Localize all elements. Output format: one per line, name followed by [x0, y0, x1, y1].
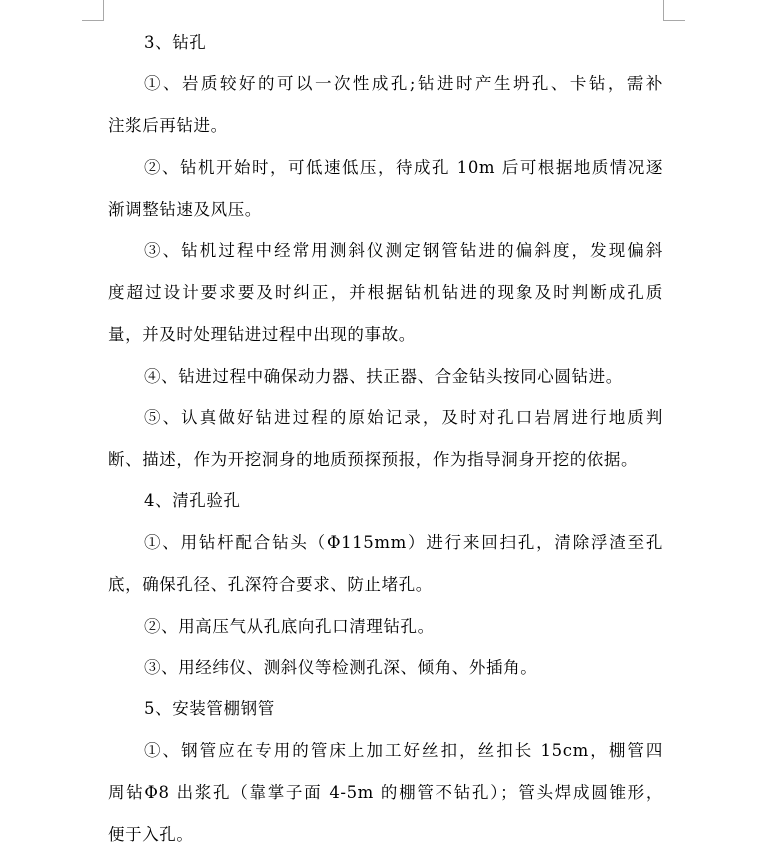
paragraph-line: ①、钢管应在专用的管床上加工好丝扣，丝扣长 15cm，棚管四 — [144, 741, 663, 760]
paragraph-line: 渐调整钻速及风压。 — [108, 200, 262, 219]
top-left-margin-mark — [82, 0, 104, 21]
paragraph-line: 注浆后再钻进。 — [108, 116, 228, 135]
paragraph-line: ②、用高压气从孔底向孔口清理钻孔。 — [144, 617, 435, 636]
paragraph-line: ③、钻机过程中经常用测斜仪测定钢管钻进的偏斜度，发现偏斜 — [144, 241, 663, 260]
paragraph-line: 便于入孔。 — [108, 825, 194, 844]
section-heading-hole-cleaning: 4、清孔验孔 — [144, 491, 241, 510]
paragraph-line: ⑤、认真做好钻进过程的原始记录，及时对孔口岩屑进行地质判 — [144, 408, 663, 427]
paragraph-line: 周钻Φ8 出浆孔（靠掌子面 4-5m 的棚管不钻孔）；管头焊成圆锥形， — [108, 783, 663, 802]
paragraph-line: ②、钻机开始时，可低速低压，待成孔 10m 后可根据地质情况逐 — [144, 158, 663, 177]
paragraph-line: ③、用经纬仪、测斜仪等检测孔深、倾角、外插角。 — [144, 658, 538, 677]
top-right-margin-mark — [663, 0, 685, 21]
paragraph-line: ①、用钻杆配合钻头（Φ115mm）进行来回扫孔，清除浮渣至孔 — [144, 533, 663, 552]
paragraph-line: 断、描述，作为开挖洞身的地质预探预报，作为指导洞身开挖的依据。 — [108, 450, 639, 469]
paragraph-line: 底，确保孔径、孔深符合要求、防止堵孔。 — [108, 575, 433, 594]
paragraph-line: 度超过设计要求要及时纠正，并根据钻机钻进的现象及时判断成孔质 — [108, 283, 663, 302]
paragraph-line: 量，并及时处理钻进过程中出现的事故。 — [108, 325, 416, 344]
paragraph-line: ④、钻进过程中确保动力器、扶正器、合金钻头按同心圆钻进。 — [144, 367, 623, 386]
section-heading-drilling: 3、钻孔 — [144, 33, 207, 52]
paragraph-line: ①、岩质较好的可以一次性成孔;钻进时产生坍孔、卡钻，需补 — [144, 74, 663, 93]
section-heading-pipe-installation: 5、安装管棚钢管 — [144, 699, 275, 718]
